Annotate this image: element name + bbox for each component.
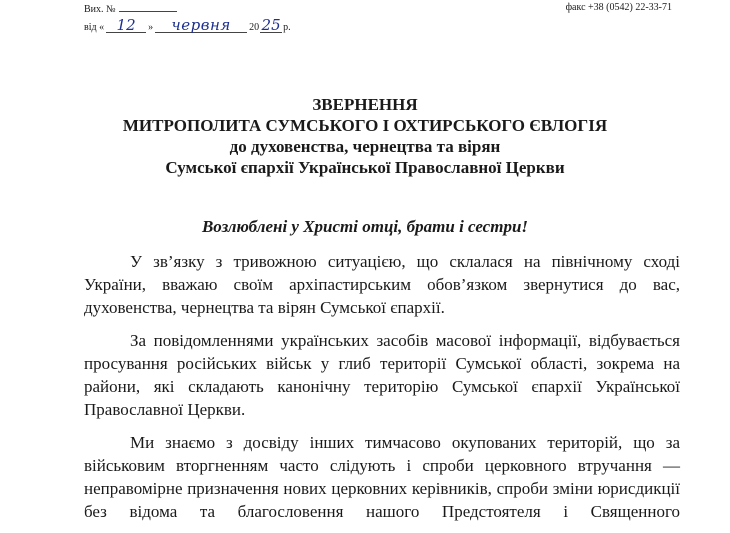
outgoing-number (84, 2, 177, 15)
date-year-handwritten: 25 (261, 16, 281, 34)
paragraph-1: У зв’язку з тривожною ситуацією, що склалася на північному сході України, вважаю своїм архіпастирським обов’язком звернутися до вас, духовенства, чернецтва та вірян Сумської єпархії. (84, 252, 680, 317)
paragraph-2: За повідомленнями українських засобів масової інформації, відбувається просування російських військ у глиб території Сумської області, зокрема на райони, які складають канонічну територію Сумської єпархії Української Православної Церкви. (84, 331, 680, 419)
title-line-4: Сумської єпархії Української Православної Церкви (165, 158, 565, 177)
date-year-end: р. (283, 22, 291, 33)
document-title (0, 94, 730, 178)
title-line-3: до духовенства, чернецтва та вірян (229, 137, 501, 156)
title-line-1: ЗВЕРНЕННЯ (312, 95, 418, 114)
date-day-handwritten: 12 (106, 18, 146, 33)
outgoing-number-label: Вих. № (84, 4, 116, 15)
title-line-2: МИТРОПОЛИТА СУМСЬКОГО І ОХТИРСЬКОГО ЄВЛОГІЯ (122, 116, 608, 135)
date-year-prefix: 20 (249, 22, 260, 33)
document-body (84, 250, 680, 533)
paragraph-3: Ми знаємо з досвіду інших тимчасово окупованих територій, що за військовим вторгненням часто слідують і спроби церковного втручання — неправомірне призначення нових церковних керівників, спроби зміни юрисдикції без відома та благословення нашого Предстоятеля і Священного (84, 433, 680, 521)
outgoing-number-blank (119, 2, 177, 12)
date-quote-close: » (148, 22, 154, 33)
date-month-handwritten: червня (155, 18, 247, 33)
greeting: Возлюблені у Христі отці, брати і сестри! (201, 217, 529, 236)
fax-number: факс +38 (0542) 22-33-71 (565, 2, 672, 13)
document-date (84, 18, 291, 38)
date-prefix: від « (84, 22, 105, 33)
